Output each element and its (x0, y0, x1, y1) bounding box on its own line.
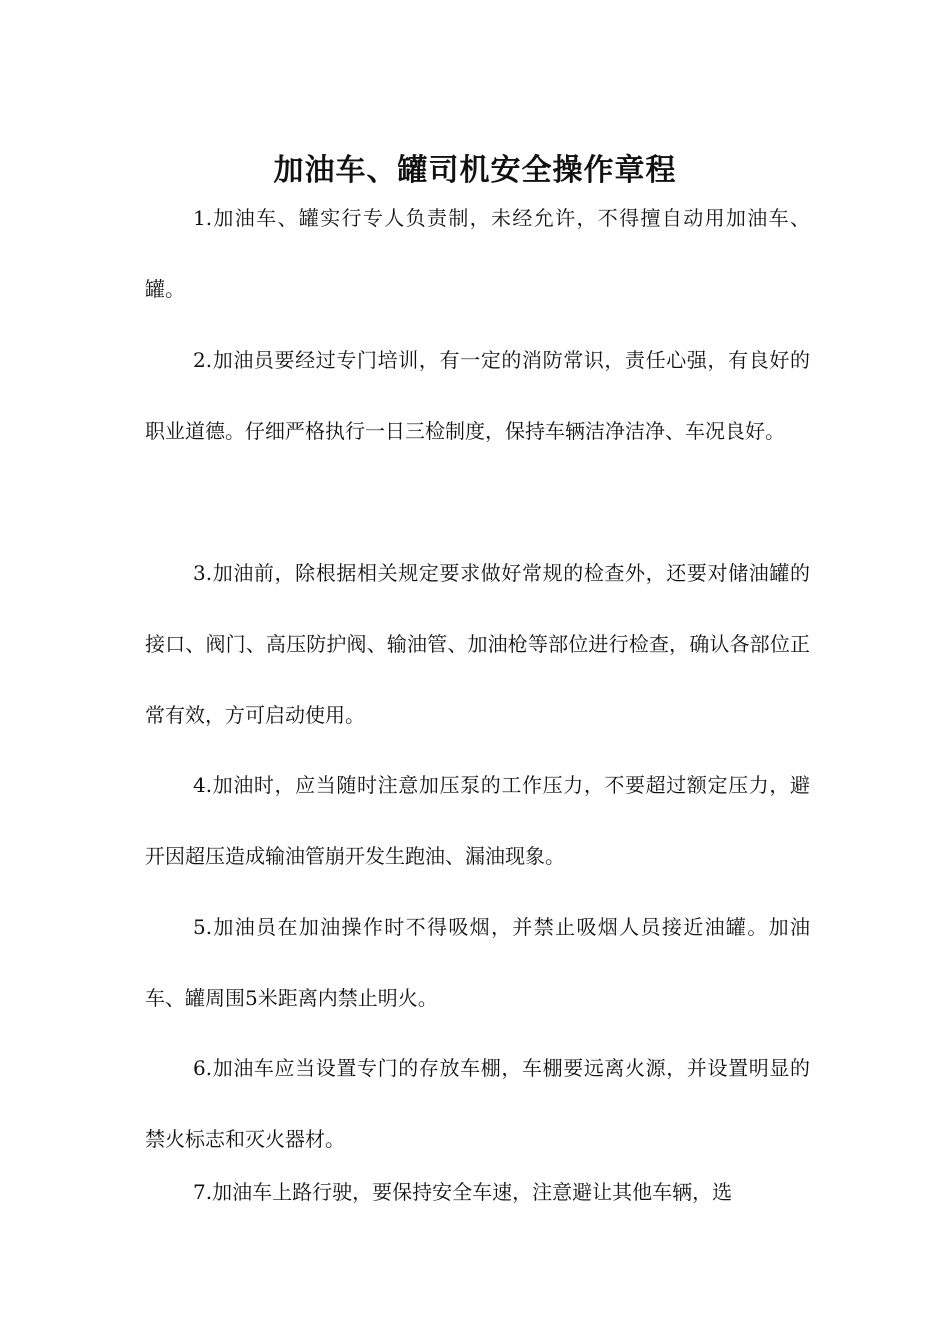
document-title: 加油车、罐司机安全操作章程 (273, 153, 677, 189)
paragraph-7: 7.加油车上路行驶，要保持安全车速，注意避让其他车辆，选 (193, 1180, 733, 1204)
paragraph-2: 2.加油员要经过专门培训，有一定的消防常识，责任心强，有良好的职业道德。仔细严格执行一日三检制度，保持车辆洁净洁净、车况良好。 (145, 348, 810, 443)
paragraph-5: 5.加油员在加油操作时不得吸烟，并禁止吸烟人员接近油罐。加油车、罐周围5米距离内禁止明火。 (145, 915, 810, 1010)
paragraph-1: 1.加油车、罐实行专人负责制，未经允许，不得擅自动用加油车、罐。 (145, 206, 810, 301)
paragraph-4: 4.加油时，应当随时注意加压泵的工作压力，不要超过额定压力，避开因超压造成输油管崩开发生跑油、漏油现象。 (145, 773, 810, 868)
paragraph-3: 3.加油前，除根据相关规定要求做好常规的检查外，还要对储油罐的接口、阀门、高压防护阀、输油管、加油枪等部位进行检查，确认各部位正常有效，方可启动使用。 (145, 561, 810, 727)
paragraph-6: 6.加油车应当设置专门的存放车棚，车棚要远离火源，并设置明显的禁火标志和灭火器材。 (145, 1056, 810, 1151)
